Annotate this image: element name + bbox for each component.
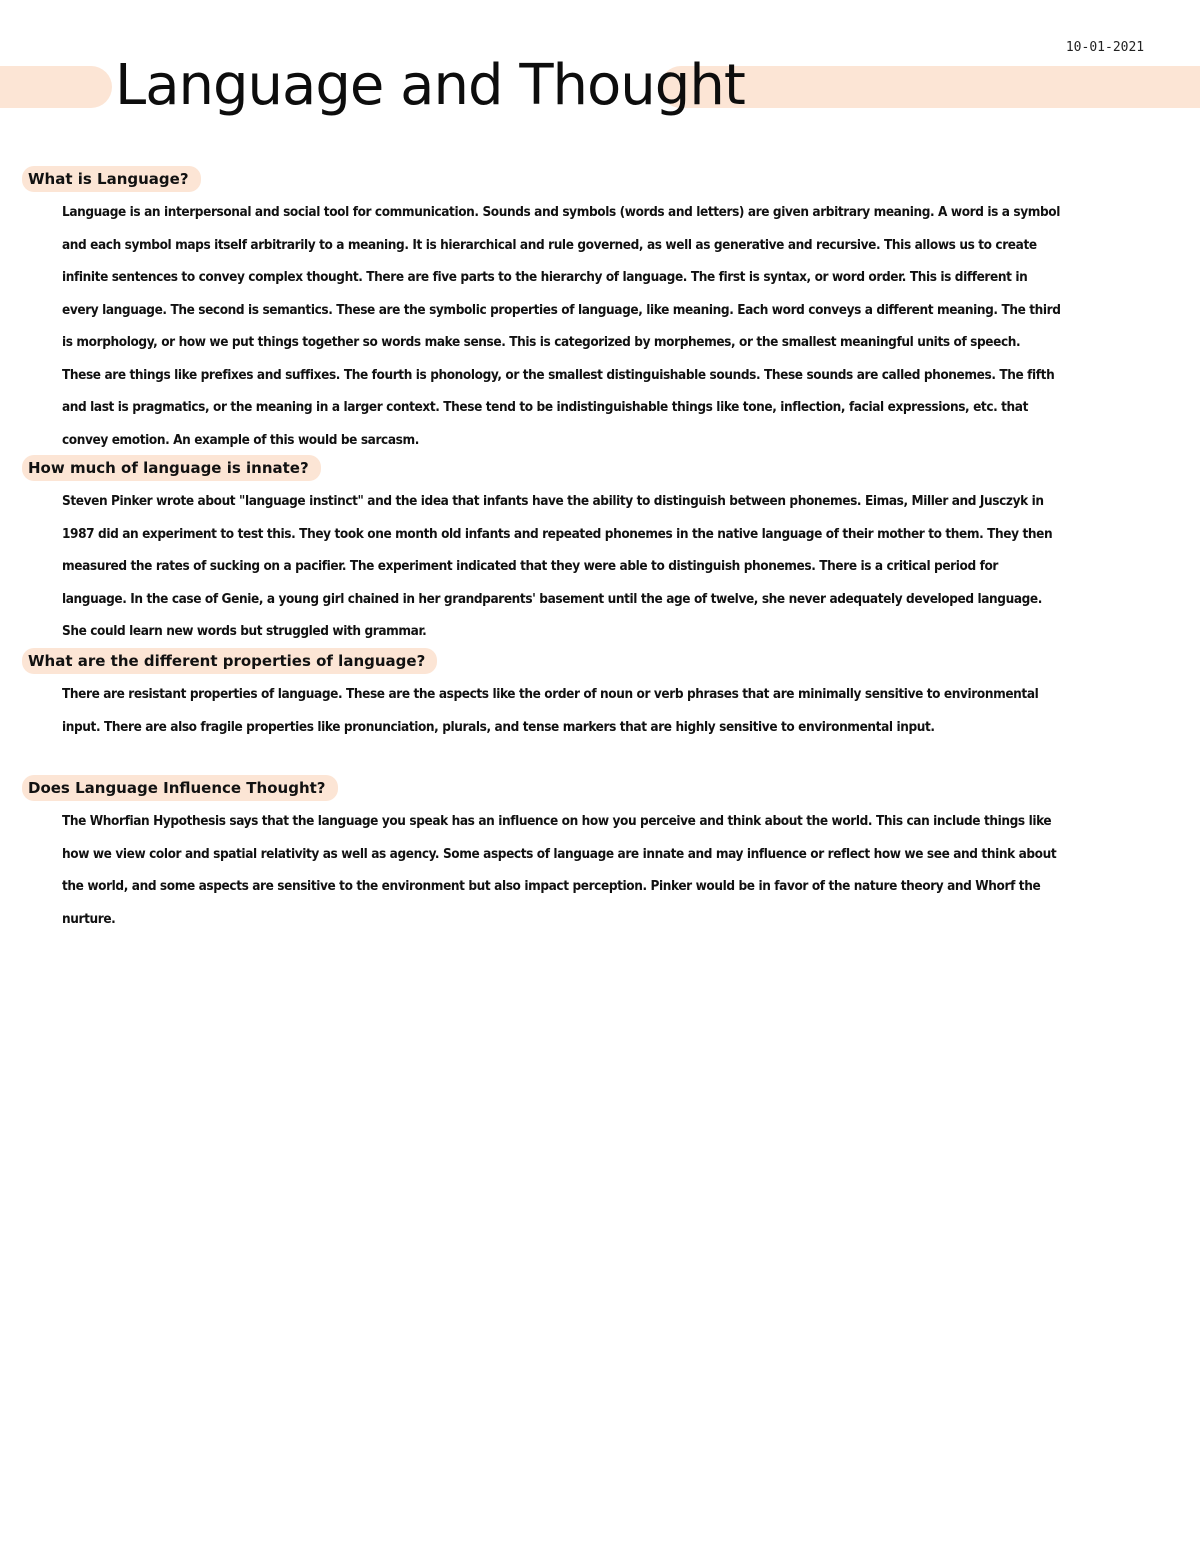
section-properties-of-language [0,648,1200,743]
section-body: Steven Pinker wrote about "language instinct" and the idea that infants have the ability to distinguish between phonemes. Eimas, Miller and Jusczyk in 1987 did an experiment to test this. They took one month old infants and repeated phonemes in the native language of their mother to them. They then measured the rates of sucking on a pacifier. The experiment indicated that they were able to distinguish phonemes. There is a critical period for language. In the case of Genie, a young girl chained in her grandparents' basement until the age of twelve, she never adequately developed language. She could learn new words but struggled with grammar. [62,493,1053,639]
section-heading: What are the different properties of language? [22,648,437,674]
section-body: The Whorfian Hypothesis says that the language you speak has an influence on how you perceive and think about the world. This can include things like how we view color and spatial relativity as well as agency. Some aspects of language are innate and may influence or reflect how we see and think about the world, and some aspects are sensitive to the environment but also impact perception. Pinker would be in favor of the nature theory and Whorf the nurture. [62,813,1057,927]
section-heading: How much of language is innate? [22,455,321,481]
page-title: Language and Thought [115,53,745,118]
section-heading: What is Language? [22,166,201,192]
note-date: 10-01-2021 [1065,40,1145,55]
section-what-is-language [0,166,1200,456]
section-body: Language is an interpersonal and social tool for communication. Sounds and symbols (words and letters) are given arbitrary meaning. A word is a symbol and each symbol maps itself arbitrarily to a meaning. It is hierarchical and rule governed, as well as generative and recursive. This allows us to create infinite sentences to convey complex thought. There are five parts to the hierarchy of language. The first is syntax, or word order. This is different in every language. The second is semantics. These are the symbolic properties of language, like meaning. Each word conveys a different meaning. The third is morphology, or how we put things together so words make sense. This is categorized by morphemes, or the smallest meaningful units of speech. These are things like prefixes and suffixes. The fourth is phonology, or the smallest distinguishable sounds. These sounds are called phonemes. The fifth and last is pragmatics, or the meaning in a larger context. These tend to be indistinguishable things like tone, inflection, facial expressions, etc. that convey emotion. An example of this would be sarcasm. [62,204,1061,448]
title-highlight-left [0,66,112,108]
section-language-innate [0,455,1200,648]
section-heading: Does Language Influence Thought? [22,775,338,801]
section-body: There are resistant properties of language. These are the aspects like the order of noun or verb phrases that are minimally sensitive to environmental input. There are also fragile properties like pronunciation, plurals, and tense markers that are highly sensitive to environmental input. [62,686,1039,735]
section-language-influence-thought [0,775,1200,935]
